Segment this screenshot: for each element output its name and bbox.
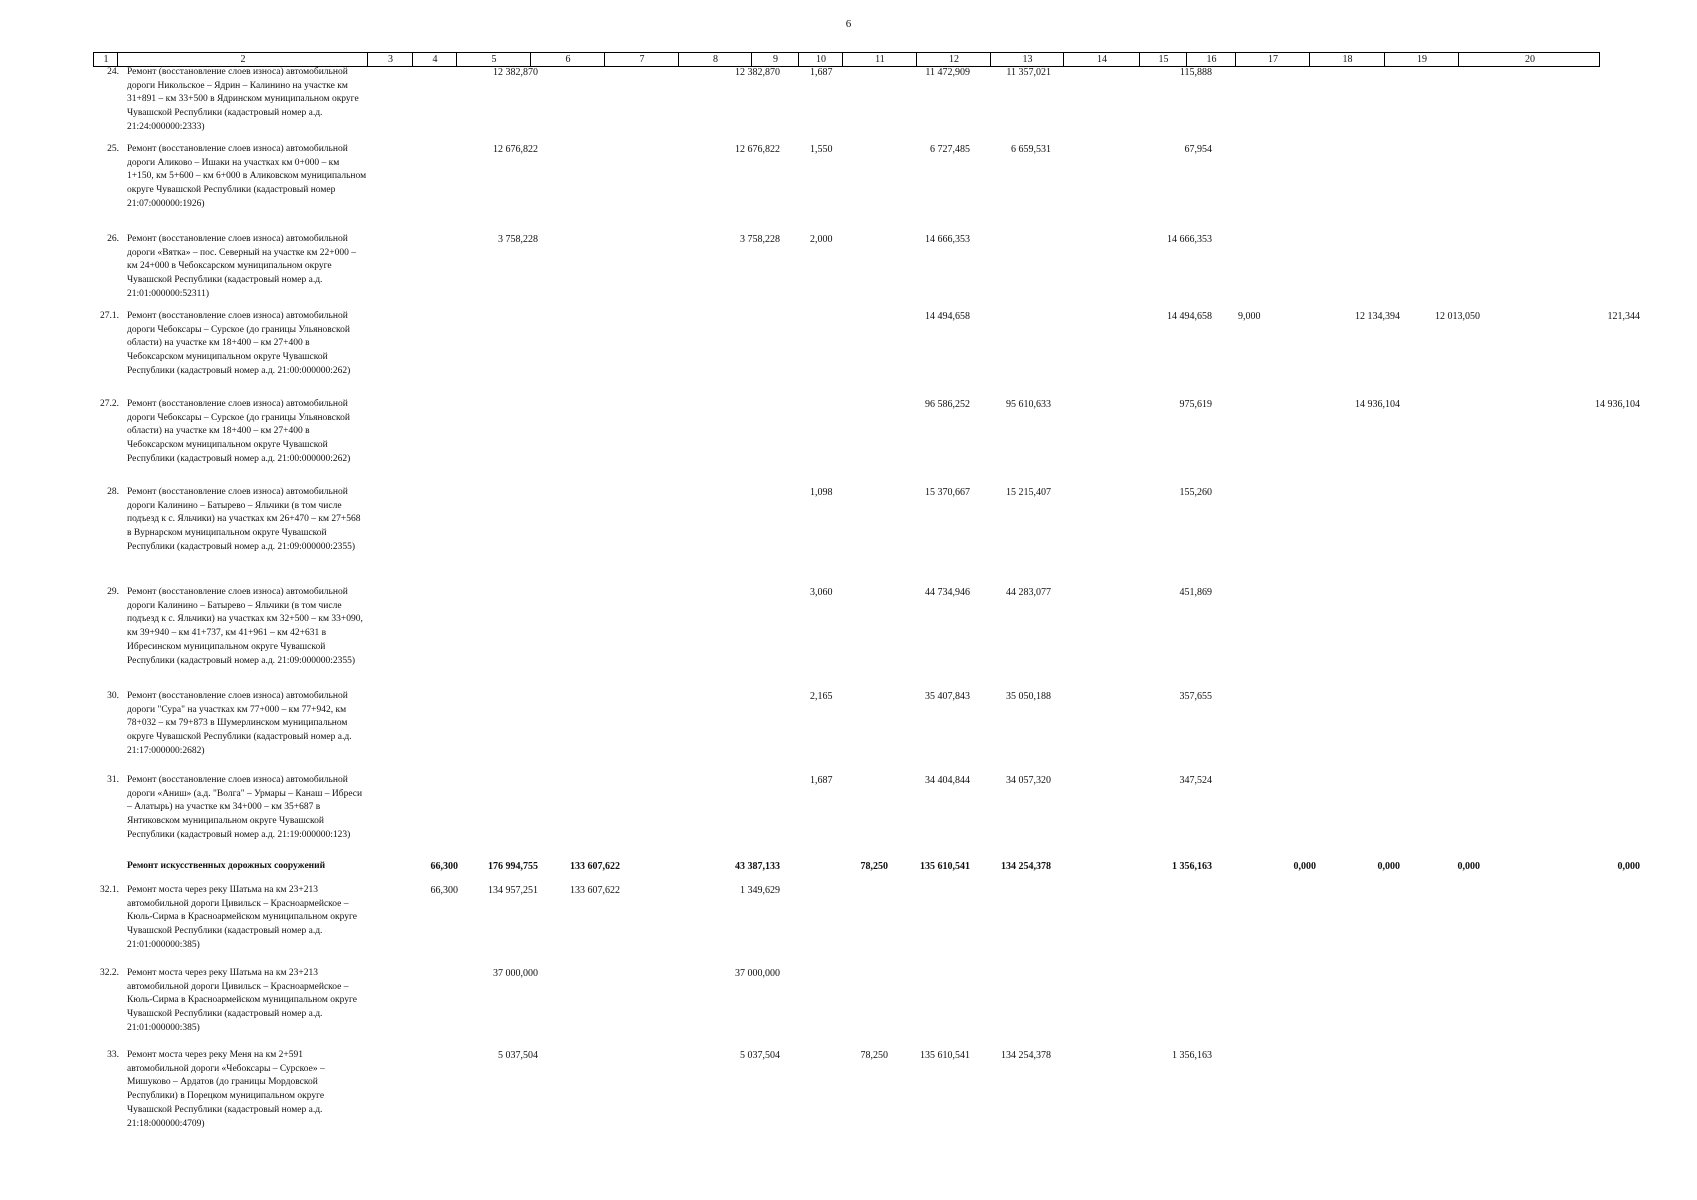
cell-col-11: 14 494,658 bbox=[925, 311, 970, 322]
cell-col-11: 135 610,541 bbox=[920, 861, 970, 872]
row-description: Ремонт (восстановление слоев износа) автомобильной дороги «Аниш» (а.д. "Волга" – Урмары – Канаш – Ибреси – Алатырь) на участке км 34+000 – км 35+687 в Янтиковском муниципальном округе Чувашской Республики (кадастровый номер а.д. 21:19:000000:123) bbox=[127, 775, 363, 840]
cell-col-4: 66,300 bbox=[430, 861, 458, 872]
cell-col-18: 0,000 bbox=[1457, 861, 1480, 872]
header-col-12: 12 bbox=[916, 53, 991, 66]
cell-col-12: 11 357,021 bbox=[1006, 67, 1051, 78]
cell-col-14: 1 356,163 bbox=[1172, 1050, 1212, 1061]
row-number: 28. bbox=[107, 487, 119, 497]
cell-col-8: 1 349,629 bbox=[740, 885, 780, 896]
cell-col-17: 14 936,104 bbox=[1355, 399, 1400, 410]
cell-col-5: 37 000,000 bbox=[493, 968, 538, 979]
cell-col-8: 3 758,228 bbox=[740, 234, 780, 245]
header-right-border bbox=[1599, 53, 1600, 66]
header-col-6: 6 bbox=[530, 53, 605, 66]
cell-col-12: 34 057,320 bbox=[1006, 775, 1051, 786]
row-description: Ремонт моста через реку Шатьма на км 23+213 автомобильной дороги Цивильск – Красноармейское – Кюль-Сирма в Красноармейском муниципальном округе Чувашской Республики (кадастровый номер а.д. 21:01:000000:385) bbox=[127, 885, 357, 950]
cell-col-9: 1,687 bbox=[810, 67, 833, 78]
row-number: 30. bbox=[107, 691, 119, 701]
header-col-18: 18 bbox=[1309, 53, 1385, 66]
row-number: 25. bbox=[107, 144, 119, 154]
cell-col-14: 357,655 bbox=[1179, 691, 1212, 702]
cell-col-12: 6 659,531 bbox=[1011, 144, 1051, 155]
row-number: 29. bbox=[107, 587, 119, 597]
cell-col-9: 2,165 bbox=[810, 691, 833, 702]
cell-col-9: 1,098 bbox=[810, 487, 833, 498]
cell-col-11: 96 586,252 bbox=[925, 399, 970, 410]
header-col-2: 2 bbox=[117, 53, 368, 66]
header-col-3: 3 bbox=[367, 53, 413, 66]
cell-col-5: 5 037,504 bbox=[498, 1050, 538, 1061]
cell-col-20: 14 936,104 bbox=[1595, 399, 1640, 410]
cell-col-12: 35 050,188 bbox=[1006, 691, 1051, 702]
header-col-7: 7 bbox=[604, 53, 679, 66]
cell-col-5: 12 676,822 bbox=[493, 144, 538, 155]
cell-col-15: 9,000 bbox=[1238, 311, 1261, 322]
cell-col-11: 135 610,541 bbox=[920, 1050, 970, 1061]
cell-col-11: 44 734,946 bbox=[925, 587, 970, 598]
row-description: Ремонт (восстановление слоев износа) автомобильной дороги "Сура" на участках км 77+000 – км 77+942, км 78+032 – км 79+873 в Шумерлинском муниципальном округе Чувашской Республики (кадастровый номер а.д. 21:17:000000:2682) bbox=[127, 691, 352, 756]
row-number: 27.2. bbox=[100, 399, 119, 409]
cell-col-14: 347,524 bbox=[1179, 775, 1212, 786]
header-col-4: 4 bbox=[412, 53, 457, 66]
cell-col-8: 37 000,000 bbox=[735, 968, 780, 979]
cell-col-12: 44 283,077 bbox=[1006, 587, 1051, 598]
cell-col-17: 12 134,394 bbox=[1355, 311, 1400, 322]
row-description: Ремонт (восстановление слоев износа) автомобильной дороги Чебоксары – Сурское (до границы Ульяновской области) на участке км 18+400 – км 27+400 в Чебоксарском муниципальном округе Чувашской Республики (кадастровый номер а.д. 21:00:000000:262) bbox=[127, 399, 351, 464]
cell-col-11: 6 727,485 bbox=[930, 144, 970, 155]
row-description: Ремонт (восстановление слоев износа) автомобильной дороги «Вятка» – пос. Северный на участке км 22+000 – км 24+000 в Чебоксарском муниципальном округе Чувашской Республики (кадастровый номер а.д. 21:01:000000:52311) bbox=[127, 234, 357, 299]
row-description: Ремонт (восстановление слоев износа) автомобильной дороги Никольское – Ядрин – Калинино на участке км 31+891 – км 33+500 в Ядринском муниципальном округе Чувашской Республики (кадастровый номер а.д. 21:24:000000:2333) bbox=[127, 67, 359, 132]
cell-col-9: 1,687 bbox=[810, 775, 833, 786]
cell-col-14: 14 666,353 bbox=[1167, 234, 1212, 245]
cell-col-14: 975,619 bbox=[1179, 399, 1212, 410]
header-col-9: 9 bbox=[751, 53, 799, 66]
cell-col-16: 0,000 bbox=[1293, 861, 1316, 872]
header-col-8: 8 bbox=[678, 53, 752, 66]
header-col-16: 16 bbox=[1186, 53, 1236, 66]
header-col-13: 13 bbox=[990, 53, 1064, 66]
cell-col-12: 15 215,407 bbox=[1006, 487, 1051, 498]
cell-col-11: 35 407,843 bbox=[925, 691, 970, 702]
cell-col-14: 115,888 bbox=[1179, 67, 1212, 78]
header-col-17: 17 bbox=[1235, 53, 1310, 66]
row-number: 26. bbox=[107, 234, 119, 244]
cell-col-11: 34 404,844 bbox=[925, 775, 970, 786]
header-col-19: 19 bbox=[1384, 53, 1459, 66]
cell-col-5: 12 382,870 bbox=[493, 67, 538, 78]
cell-col-17: 0,000 bbox=[1377, 861, 1400, 872]
page-number: 6 bbox=[845, 18, 852, 30]
header-col-15: 15 bbox=[1139, 53, 1187, 66]
row-number: 33. bbox=[107, 1050, 119, 1060]
cell-col-8: 5 037,504 bbox=[740, 1050, 780, 1061]
cell-col-10: 78,250 bbox=[860, 861, 888, 872]
cell-col-9: 1,550 bbox=[810, 144, 833, 155]
header-col-20: 20 bbox=[1458, 53, 1601, 66]
cell-col-6: 133 607,622 bbox=[570, 885, 620, 896]
cell-col-20: 0,000 bbox=[1617, 861, 1640, 872]
cell-col-14: 67,954 bbox=[1184, 144, 1212, 155]
cell-col-9: 3,060 bbox=[810, 587, 833, 598]
cell-col-14: 14 494,658 bbox=[1167, 311, 1212, 322]
cell-col-18: 12 013,050 bbox=[1435, 311, 1480, 322]
cell-col-20: 121,344 bbox=[1607, 311, 1640, 322]
header-col-5: 5 bbox=[456, 53, 531, 66]
row-number: 31. bbox=[107, 775, 119, 785]
cell-col-12: 95 610,633 bbox=[1006, 399, 1051, 410]
header-col-10: 10 bbox=[798, 53, 843, 66]
row-description: Ремонт (восстановление слоев износа) автомобильной дороги Аликово – Ишаки на участках км 0+000 – км 1+150, км 5+600 – км 6+000 в Аликовском муниципальном округе Чувашской Республики (кадастровый номер 21:07:000000:1926) bbox=[127, 144, 367, 209]
row-number: 27.1. bbox=[100, 311, 119, 321]
row-description: Ремонт (восстановление слоев износа) автомобильной дороги Чебоксары – Сурское (до границы Ульяновской области) на участке км 18+400 – км 27+400 в Чебоксарском муниципальном округе Чувашской Республики (кадастровый номер а.д. 21:00:000000:262) bbox=[127, 311, 351, 376]
cell-col-5: 3 758,228 bbox=[498, 234, 538, 245]
cell-col-12: 134 254,378 bbox=[1001, 1050, 1051, 1061]
row-number: 32.2. bbox=[100, 968, 119, 978]
cell-col-10: 78,250 bbox=[860, 1050, 888, 1061]
row-description: Ремонт (восстановление слоев износа) автомобильной дороги Калинино – Батырево – Яльчики (в том числе подъезд к с. Яльчики) на участках км 32+500 – км 33+090, км 39+940 – км 41+737, км 41+961 – км 42+631 в Ибресинском муниципальном округе Чувашской Республики (кадастровый номер а.д. 21:09:000000:2355) bbox=[127, 587, 363, 666]
cell-col-11: 14 666,353 bbox=[925, 234, 970, 245]
cell-col-5: 176 994,755 bbox=[488, 861, 538, 872]
cell-col-14: 1 356,163 bbox=[1172, 861, 1212, 872]
cell-col-8: 43 387,133 bbox=[735, 861, 780, 872]
cell-col-14: 155,260 bbox=[1179, 487, 1212, 498]
cell-col-6: 133 607,622 bbox=[570, 861, 620, 872]
cell-col-9: 2,000 bbox=[810, 234, 833, 245]
cell-col-14: 451,869 bbox=[1179, 587, 1212, 598]
cell-col-5: 134 957,251 bbox=[488, 885, 538, 896]
cell-col-4: 66,300 bbox=[430, 885, 458, 896]
row-number: 24. bbox=[107, 67, 119, 77]
cell-col-8: 12 382,870 bbox=[735, 67, 780, 78]
table-header-row bbox=[93, 52, 1600, 67]
row-description: Ремонт искусственных дорожных сооружений bbox=[127, 861, 326, 871]
cell-col-8: 12 676,822 bbox=[735, 144, 780, 155]
header-col-1: 1 bbox=[93, 53, 118, 66]
row-description: Ремонт моста через реку Меня на км 2+591 автомобильной дороги «Чебоксары – Сурское» – Мишуково – Ардатов (до границы Мордовской Республики) в Порецком муниципальном округе Чувашской Республики (кадастровый номер а.д. 21:18:000000:4709) bbox=[127, 1050, 325, 1129]
cell-col-11: 15 370,667 bbox=[925, 487, 970, 498]
header-col-11: 11 bbox=[842, 53, 917, 66]
row-description: Ремонт (восстановление слоев износа) автомобильной дороги Калинино – Батырево – Яльчики (в том числе подъезд к с. Яльчики) на участках км 26+470 – км 27+568 в Вурнарском муниципальном округе Чувашской Республики (кадастровый номер а.д. 21:09:000000:2355) bbox=[127, 487, 361, 552]
row-description: Ремонт моста через реку Шатьма на км 23+213 автомобильной дороги Цивильск – Красноармейское – Кюль-Сирма в Красноармейском муниципальном округе Чувашской Республики (кадастровый номер а.д. 21:01:000000:385) bbox=[127, 968, 357, 1033]
cell-col-11: 11 472,909 bbox=[925, 67, 970, 78]
row-number: 32.1. bbox=[100, 885, 119, 895]
cell-col-12: 134 254,378 bbox=[1001, 861, 1051, 872]
header-col-14: 14 bbox=[1063, 53, 1140, 66]
